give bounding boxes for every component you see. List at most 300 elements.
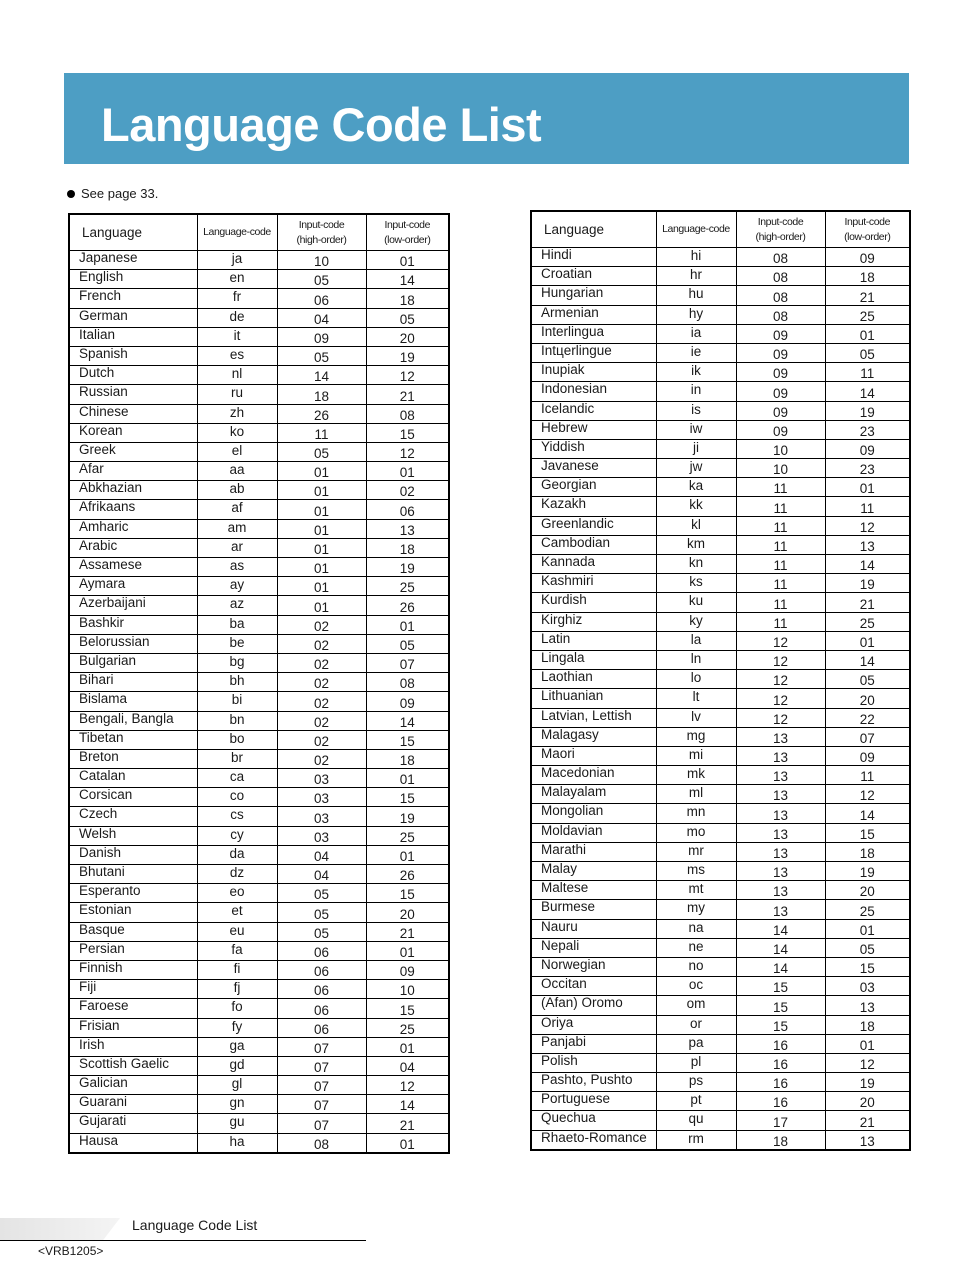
input-code-high: 02 bbox=[277, 653, 366, 672]
table-row bbox=[69, 481, 449, 500]
language-code: is bbox=[656, 401, 736, 420]
header-language: Language bbox=[531, 211, 656, 248]
table-row bbox=[531, 343, 910, 362]
language-name: Mongolian bbox=[531, 804, 656, 823]
table-row bbox=[69, 788, 449, 807]
table-row bbox=[69, 519, 449, 538]
input-code-high: 09 bbox=[736, 363, 825, 382]
language-name: Kannada bbox=[531, 555, 656, 574]
input-code-high: 06 bbox=[277, 960, 366, 979]
input-code-low: 01 bbox=[825, 631, 910, 650]
input-code-high: 01 bbox=[277, 500, 366, 519]
input-code-low: 14 bbox=[825, 555, 910, 574]
input-code-low: 18 bbox=[366, 289, 449, 308]
table-row bbox=[531, 862, 910, 881]
language-name: Bhutani bbox=[69, 865, 197, 884]
input-code-high: 14 bbox=[736, 919, 825, 938]
input-code-high: 14 bbox=[736, 957, 825, 976]
language-name: Irish bbox=[69, 1037, 197, 1056]
language-name: Panjabi bbox=[531, 1034, 656, 1053]
input-code-low: 04 bbox=[366, 1056, 449, 1075]
input-code-low: 13 bbox=[825, 996, 910, 1015]
input-code-high: 11 bbox=[736, 593, 825, 612]
input-code-high: 14 bbox=[277, 366, 366, 385]
input-code-low: 23 bbox=[825, 420, 910, 439]
table-row bbox=[69, 1076, 449, 1095]
language-code: na bbox=[656, 919, 736, 938]
language-code: as bbox=[197, 558, 277, 577]
language-name: Danish bbox=[69, 845, 197, 864]
table-row bbox=[531, 823, 910, 842]
input-code-low: 13 bbox=[825, 535, 910, 554]
table-row bbox=[531, 1073, 910, 1092]
language-name: Intцerlingue bbox=[531, 343, 656, 362]
language-code: ay bbox=[197, 577, 277, 596]
table-row bbox=[531, 439, 910, 458]
language-name: Lithuanian bbox=[531, 689, 656, 708]
table-row bbox=[69, 749, 449, 768]
table-row bbox=[531, 708, 910, 727]
language-code: zh bbox=[197, 404, 277, 423]
language-name: Occitan bbox=[531, 977, 656, 996]
language-name: Icelandic bbox=[531, 401, 656, 420]
table-row bbox=[531, 401, 910, 420]
language-code: en bbox=[197, 270, 277, 289]
language-name: Rhaeto-Romance bbox=[531, 1130, 656, 1150]
footer-divider bbox=[0, 1240, 366, 1241]
table-row bbox=[69, 653, 449, 672]
language-name: Yiddish bbox=[531, 439, 656, 458]
input-code-high: 08 bbox=[736, 286, 825, 305]
input-code-high: 16 bbox=[736, 1053, 825, 1072]
table-row bbox=[531, 1130, 910, 1150]
input-code-low: 12 bbox=[825, 1053, 910, 1072]
input-code-low: 01 bbox=[825, 1034, 910, 1053]
language-code: bo bbox=[197, 730, 277, 749]
input-code-high: 01 bbox=[277, 577, 366, 596]
input-code-high: 13 bbox=[736, 746, 825, 765]
language-name: Frisian bbox=[69, 1018, 197, 1037]
language-name: Moldavian bbox=[531, 823, 656, 842]
table-row bbox=[531, 363, 910, 382]
input-code-low: 12 bbox=[825, 516, 910, 535]
language-code: no bbox=[656, 957, 736, 976]
input-code-low: 25 bbox=[366, 1018, 449, 1037]
language-name: Kazakh bbox=[531, 497, 656, 516]
language-name: Estonian bbox=[69, 903, 197, 922]
language-name: Abkhazian bbox=[69, 481, 197, 500]
table-row bbox=[531, 977, 910, 996]
input-code-low: 01 bbox=[825, 919, 910, 938]
input-code-low: 11 bbox=[825, 363, 910, 382]
input-code-high: 07 bbox=[277, 1076, 366, 1095]
input-code-high: 12 bbox=[736, 708, 825, 727]
input-code-high: 06 bbox=[277, 941, 366, 960]
table-row bbox=[69, 289, 449, 308]
input-code-high: 02 bbox=[277, 749, 366, 768]
input-code-low: 01 bbox=[366, 769, 449, 788]
language-code: az bbox=[197, 596, 277, 615]
language-code: pl bbox=[656, 1053, 736, 1072]
input-code-high: 09 bbox=[736, 324, 825, 343]
language-code: gd bbox=[197, 1056, 277, 1075]
language-code: ba bbox=[197, 615, 277, 634]
table-row bbox=[531, 919, 910, 938]
input-code-high: 11 bbox=[736, 555, 825, 574]
input-code-low: 11 bbox=[825, 497, 910, 516]
table-row bbox=[531, 727, 910, 746]
table-row bbox=[531, 459, 910, 478]
language-code: nl bbox=[197, 366, 277, 385]
table-row bbox=[531, 938, 910, 957]
table-row bbox=[531, 804, 910, 823]
table-row bbox=[531, 766, 910, 785]
language-code: mi bbox=[656, 746, 736, 765]
language-code: ia bbox=[656, 324, 736, 343]
input-code-high: 13 bbox=[736, 727, 825, 746]
input-code-low: 09 bbox=[825, 439, 910, 458]
language-name: Fiji bbox=[69, 980, 197, 999]
language-name: Indonesian bbox=[531, 382, 656, 401]
page-title: Language Code List bbox=[101, 98, 542, 151]
language-code: ga bbox=[197, 1037, 277, 1056]
language-name: Inupiak bbox=[531, 363, 656, 382]
language-name: Belorussian bbox=[69, 634, 197, 653]
language-code: ks bbox=[656, 574, 736, 593]
language-name: Afrikaans bbox=[69, 500, 197, 519]
language-name: Kirghiz bbox=[531, 612, 656, 631]
title-banner bbox=[64, 73, 909, 164]
input-code-low: 06 bbox=[366, 500, 449, 519]
language-name: Laothian bbox=[531, 670, 656, 689]
table-row bbox=[531, 612, 910, 631]
input-code-low: 21 bbox=[366, 385, 449, 404]
input-code-high: 05 bbox=[277, 922, 366, 941]
input-code-high: 05 bbox=[277, 903, 366, 922]
input-code-low: 20 bbox=[825, 881, 910, 900]
input-code-high: 15 bbox=[736, 977, 825, 996]
input-code-low: 15 bbox=[825, 823, 910, 842]
input-code-low: 23 bbox=[825, 459, 910, 478]
table-row bbox=[531, 842, 910, 861]
table-row bbox=[69, 711, 449, 730]
input-code-high: 06 bbox=[277, 980, 366, 999]
input-code-high: 12 bbox=[736, 689, 825, 708]
input-code-high: 10 bbox=[736, 459, 825, 478]
language-name: Assamese bbox=[69, 558, 197, 577]
language-name: Faroese bbox=[69, 999, 197, 1018]
language-name: Breton bbox=[69, 749, 197, 768]
input-code-high: 13 bbox=[736, 881, 825, 900]
input-code-low: 19 bbox=[825, 574, 910, 593]
input-code-high: 13 bbox=[736, 900, 825, 919]
language-code: ku bbox=[656, 593, 736, 612]
input-code-high: 11 bbox=[736, 535, 825, 554]
language-name: Lingala bbox=[531, 650, 656, 669]
language-name: Bengali, Bangla bbox=[69, 711, 197, 730]
language-name: Portuguese bbox=[531, 1092, 656, 1111]
language-code: ie bbox=[656, 343, 736, 362]
language-name: Tibetan bbox=[69, 730, 197, 749]
language-code: ar bbox=[197, 538, 277, 557]
table-row bbox=[69, 538, 449, 557]
language-name: Aymara bbox=[69, 577, 197, 596]
language-code: mt bbox=[656, 881, 736, 900]
language-code: ko bbox=[197, 423, 277, 442]
language-code: el bbox=[197, 442, 277, 461]
input-code-high: 15 bbox=[736, 1015, 825, 1034]
input-code-high: 13 bbox=[736, 823, 825, 842]
language-code: kk bbox=[656, 497, 736, 516]
input-code-high: 09 bbox=[736, 420, 825, 439]
input-code-high: 09 bbox=[736, 401, 825, 420]
input-code-low: 21 bbox=[366, 922, 449, 941]
language-name: Bashkir bbox=[69, 615, 197, 634]
input-code-low: 14 bbox=[825, 382, 910, 401]
input-code-high: 02 bbox=[277, 711, 366, 730]
input-code-low: 01 bbox=[825, 478, 910, 497]
language-code: fy bbox=[197, 1018, 277, 1037]
footer-doc-code: <VRB1205> bbox=[38, 1244, 104, 1258]
table-row bbox=[69, 251, 449, 270]
table-row bbox=[531, 689, 910, 708]
input-code-low: 15 bbox=[366, 884, 449, 903]
input-code-low: 02 bbox=[366, 481, 449, 500]
table-row bbox=[531, 746, 910, 765]
header-language-code: Language-code bbox=[197, 214, 277, 251]
table-row bbox=[69, 1056, 449, 1075]
language-name: Corsican bbox=[69, 788, 197, 807]
language-code: ha bbox=[197, 1133, 277, 1153]
table-row bbox=[69, 865, 449, 884]
language-name: Malagasy bbox=[531, 727, 656, 746]
table-row bbox=[531, 1092, 910, 1111]
language-name: Burmese bbox=[531, 900, 656, 919]
table-row bbox=[531, 478, 910, 497]
input-code-low: 01 bbox=[366, 941, 449, 960]
input-code-low: 18 bbox=[366, 749, 449, 768]
language-name: Greenlandic bbox=[531, 516, 656, 535]
input-code-high: 18 bbox=[736, 1130, 825, 1150]
table-row bbox=[531, 420, 910, 439]
input-code-high: 01 bbox=[277, 538, 366, 557]
table-row bbox=[69, 903, 449, 922]
input-code-low: 15 bbox=[366, 423, 449, 442]
table-row bbox=[69, 826, 449, 845]
note-text: See page 33. bbox=[81, 186, 159, 201]
language-name: Japanese bbox=[69, 251, 197, 270]
input-code-high: 08 bbox=[736, 248, 825, 267]
language-code: ik bbox=[656, 363, 736, 382]
language-code: gu bbox=[197, 1114, 277, 1133]
input-code-high: 08 bbox=[736, 305, 825, 324]
language-code: fr bbox=[197, 289, 277, 308]
language-code: pt bbox=[656, 1092, 736, 1111]
input-code-high: 07 bbox=[277, 1095, 366, 1114]
table-row bbox=[69, 558, 449, 577]
input-code-high: 04 bbox=[277, 308, 366, 327]
table-row bbox=[69, 1037, 449, 1056]
input-code-high: 17 bbox=[736, 1111, 825, 1130]
language-name: Javanese bbox=[531, 459, 656, 478]
input-code-low: 15 bbox=[825, 957, 910, 976]
input-code-high: 02 bbox=[277, 692, 366, 711]
language-code: ml bbox=[656, 785, 736, 804]
table-row bbox=[531, 900, 910, 919]
language-name: Latin bbox=[531, 631, 656, 650]
language-code: cy bbox=[197, 826, 277, 845]
table-row bbox=[69, 807, 449, 826]
language-code: hu bbox=[656, 286, 736, 305]
input-code-low: 19 bbox=[366, 807, 449, 826]
language-name: Korean bbox=[69, 423, 197, 442]
input-code-low: 01 bbox=[366, 845, 449, 864]
table-row bbox=[69, 1095, 449, 1114]
language-code: br bbox=[197, 749, 277, 768]
input-code-low: 22 bbox=[825, 708, 910, 727]
table-row bbox=[69, 577, 449, 596]
language-code: af bbox=[197, 500, 277, 519]
input-code-high: 14 bbox=[736, 938, 825, 957]
input-code-high: 03 bbox=[277, 826, 366, 845]
input-code-high: 01 bbox=[277, 558, 366, 577]
input-code-high: 01 bbox=[277, 596, 366, 615]
language-code: bg bbox=[197, 653, 277, 672]
language-code: it bbox=[197, 327, 277, 346]
language-code: hy bbox=[656, 305, 736, 324]
language-name: Afar bbox=[69, 462, 197, 481]
header-language: Language bbox=[69, 214, 197, 251]
language-name: Amharic bbox=[69, 519, 197, 538]
table-row bbox=[531, 593, 910, 612]
table-row bbox=[69, 462, 449, 481]
input-code-low: 05 bbox=[366, 308, 449, 327]
input-code-high: 02 bbox=[277, 730, 366, 749]
table-row bbox=[531, 1034, 910, 1053]
language-name: Italian bbox=[69, 327, 197, 346]
language-name: Oriya bbox=[531, 1015, 656, 1034]
table-row bbox=[69, 730, 449, 749]
input-code-high: 10 bbox=[277, 251, 366, 270]
table-row bbox=[69, 1018, 449, 1037]
language-name: Arabic bbox=[69, 538, 197, 557]
language-code: co bbox=[197, 788, 277, 807]
table-row bbox=[69, 423, 449, 442]
language-code: mo bbox=[656, 823, 736, 842]
input-code-high: 11 bbox=[736, 612, 825, 631]
input-code-low: 19 bbox=[366, 346, 449, 365]
header-input-code-high: Input-code (high-order) bbox=[736, 211, 825, 248]
input-code-low: 20 bbox=[825, 689, 910, 708]
table-row bbox=[69, 634, 449, 653]
input-code-high: 11 bbox=[736, 497, 825, 516]
language-code: ca bbox=[197, 769, 277, 788]
language-code: eu bbox=[197, 922, 277, 941]
table-row bbox=[531, 574, 910, 593]
language-name: Macedonian bbox=[531, 766, 656, 785]
input-code-high: 03 bbox=[277, 807, 366, 826]
input-code-low: 25 bbox=[366, 826, 449, 845]
language-name: Hebrew bbox=[531, 420, 656, 439]
input-code-low: 19 bbox=[825, 862, 910, 881]
input-code-low: 09 bbox=[366, 692, 449, 711]
language-code: iw bbox=[656, 420, 736, 439]
language-code: ru bbox=[197, 385, 277, 404]
input-code-high: 02 bbox=[277, 673, 366, 692]
input-code-low: 20 bbox=[366, 327, 449, 346]
input-code-high: 13 bbox=[736, 804, 825, 823]
input-code-low: 18 bbox=[366, 538, 449, 557]
language-code: qu bbox=[656, 1111, 736, 1130]
table-row bbox=[69, 270, 449, 289]
language-name: German bbox=[69, 308, 197, 327]
language-code: mk bbox=[656, 766, 736, 785]
language-name: Chinese bbox=[69, 404, 197, 423]
language-code: mn bbox=[656, 804, 736, 823]
language-code: et bbox=[197, 903, 277, 922]
input-code-high: 07 bbox=[277, 1037, 366, 1056]
language-code: pa bbox=[656, 1034, 736, 1053]
table-row bbox=[69, 327, 449, 346]
footer-tab-decoration bbox=[0, 1218, 120, 1240]
language-code: bi bbox=[197, 692, 277, 711]
input-code-high: 15 bbox=[736, 996, 825, 1015]
language-name: Gujarati bbox=[69, 1114, 197, 1133]
language-name: Malay bbox=[531, 862, 656, 881]
language-code: es bbox=[197, 346, 277, 365]
input-code-high: 09 bbox=[277, 327, 366, 346]
language-name: Kurdish bbox=[531, 593, 656, 612]
input-code-high: 13 bbox=[736, 862, 825, 881]
input-code-low: 01 bbox=[366, 615, 449, 634]
input-code-low: 14 bbox=[825, 650, 910, 669]
header-input-code-high: Input-code (high-order) bbox=[277, 214, 366, 251]
table-row bbox=[69, 673, 449, 692]
input-code-low: 15 bbox=[366, 999, 449, 1018]
input-code-low: 07 bbox=[366, 653, 449, 672]
table-row bbox=[69, 442, 449, 461]
table-row bbox=[69, 769, 449, 788]
input-code-high: 12 bbox=[736, 670, 825, 689]
language-code: ps bbox=[656, 1073, 736, 1092]
table-row bbox=[531, 248, 910, 267]
language-name: Galician bbox=[69, 1076, 197, 1095]
input-code-high: 05 bbox=[277, 270, 366, 289]
input-code-low: 25 bbox=[825, 900, 910, 919]
language-code: dz bbox=[197, 865, 277, 884]
language-code: eo bbox=[197, 884, 277, 903]
input-code-low: 13 bbox=[366, 519, 449, 538]
language-code: aa bbox=[197, 462, 277, 481]
language-name: Finnish bbox=[69, 960, 197, 979]
table-row bbox=[69, 884, 449, 903]
input-code-high: 11 bbox=[736, 478, 825, 497]
language-code: ky bbox=[656, 612, 736, 631]
input-code-high: 07 bbox=[277, 1114, 366, 1133]
language-name: Armenian bbox=[531, 305, 656, 324]
input-code-low: 01 bbox=[366, 251, 449, 270]
table-row bbox=[69, 922, 449, 941]
input-code-low: 26 bbox=[366, 596, 449, 615]
input-code-high: 08 bbox=[736, 267, 825, 286]
input-code-low: 15 bbox=[366, 788, 449, 807]
input-code-low: 20 bbox=[366, 903, 449, 922]
input-code-low: 05 bbox=[825, 938, 910, 957]
table-row bbox=[69, 941, 449, 960]
language-name: Scottish Gaelic bbox=[69, 1056, 197, 1075]
input-code-low: 21 bbox=[825, 593, 910, 612]
table-row bbox=[69, 960, 449, 979]
